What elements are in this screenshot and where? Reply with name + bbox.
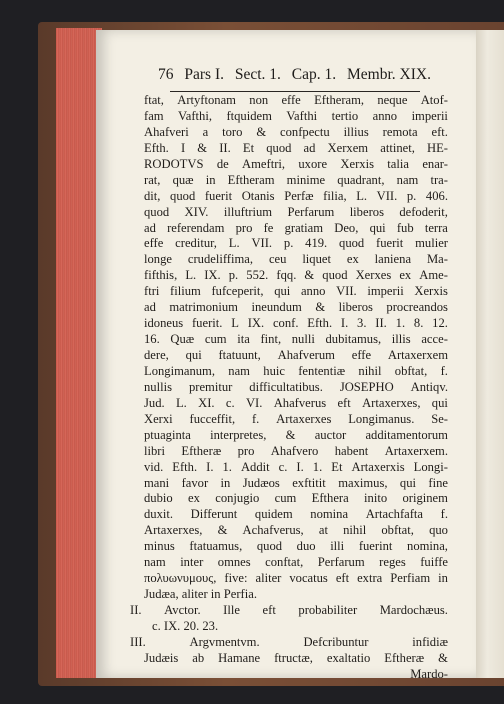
text-line: Artaxerxes, & Achafverus, at nihil obftat, quo (144, 523, 448, 538)
text-line: Jud. L. XI. c. VI. Ahafverus eft Artaxerxes, qui (144, 395, 448, 410)
text-line: nullis premitur difficultatibus. JOSEPHO Antiqv. (144, 379, 448, 394)
text-line: effe creditur, L. VII. p. 419. quod fuerit mulier (144, 236, 448, 251)
text-line: 16. Quæ cum ita fint, nulli dubitamus, illis acce- (144, 332, 448, 347)
text-line: fam Vafthi, ftquidem Vafthi tertio anno imperii (144, 108, 448, 123)
text-line: quod XIV. illuftrium Perfarum liberos defoderit, (144, 204, 448, 219)
text-line: longe crudeliffima, ceu liquet ex laniena Ma- (144, 252, 448, 267)
catchword: Mardo- (410, 666, 448, 681)
text-line: Judæis ab Hamane ftructæ, exaltatio Eftheræ & (144, 650, 448, 665)
text-line: ptuaginta interpretes, & auctor additamentorum (144, 427, 448, 442)
header-section: Sect. 1. (234, 66, 281, 83)
text-line: ad referendam pro fe gratiam Deo, qui fub terra (144, 220, 448, 235)
text-line: dit, quod fuerit Otanis Perfæ filia, L. VII. p. 406. (144, 188, 448, 203)
running-header (158, 66, 458, 88)
text-line: duxit. Differunt quidem nomina Artachfafta f. (144, 507, 448, 522)
header-chapter: Cap. 1. (291, 66, 337, 83)
section-heading-argument: III. Argvmentvm. Defcribuntur infidiæ (130, 634, 448, 649)
text-line: ftat, Artyftonam non effe Eftheram, neque Atof- (144, 93, 448, 107)
text-line: minus ftatuamus, quod duo illi fuerint nomina, (144, 539, 448, 554)
text-line: mani favor in Judæos exftitit maximus, qui fine (144, 475, 448, 490)
text-line: Xerxi fucceffit, f. Artaxerxes Longimanus. Se- (144, 411, 448, 426)
text-line: Ahafveri a toro & confpectu illius remota eft. (144, 124, 448, 139)
text-line: Judæa, aliter in Perfia. (144, 587, 257, 602)
text-line: RODOTVS de Ameftri, uxore Xerxis talia enar- (144, 156, 448, 171)
header-rule (170, 91, 420, 92)
text-line: rat, quæ in Eftheram minime quadrant, nam tra- (144, 172, 448, 187)
page-number: 76 (158, 66, 174, 83)
text-line: c. IX. 20. 23. (152, 618, 219, 633)
facing-page-edge (476, 30, 504, 678)
text-line: fifthis, L. IX. p. 552. fqq. & quod Xerxes ex Ame- (144, 268, 448, 283)
header-member: Membr. XIX. (347, 66, 431, 83)
text-line: ftri filium fufceperit, qui anno VII. imperii Xerxis (144, 284, 448, 299)
text-line: dere, qui ftatuunt, Ahafverum effe Artaxerxem (144, 348, 448, 362)
text-line: Longimanum, nam huic fententiæ nihil obftat, f. (144, 363, 448, 378)
text-line: nam inter omnes conftat, Perfarum reges fuiffe (144, 555, 448, 570)
text-line: idoneus fuerit. L IX. conf. Efth. I. 3. II. 1. 8. 12. (144, 316, 448, 331)
text-line: ad matrimonium ineundum & liberos procreandos (144, 300, 448, 315)
text-line: libri Eftheræ pro Ahafvero habent Artaxerxem. (144, 443, 448, 458)
text-line: Efth. I & II. Et quod ad Xerxem attinet, HE- (144, 140, 448, 155)
body-text (130, 93, 448, 683)
text-line: dubio ex conjugio cum Efthera inito originem (144, 491, 448, 506)
header-part: Pars I. (184, 66, 224, 83)
section-heading-author: II. Avctor. Ille eft probabiliter Mardochæus. (130, 603, 448, 617)
text-line: vid. Efth. I. 1. Addit c. I. 1. Et Artaxerxis Longi- (144, 459, 448, 474)
text-line: πολυωνυμους, five: aliter vocatus eft extra Perfiam in (144, 571, 448, 586)
